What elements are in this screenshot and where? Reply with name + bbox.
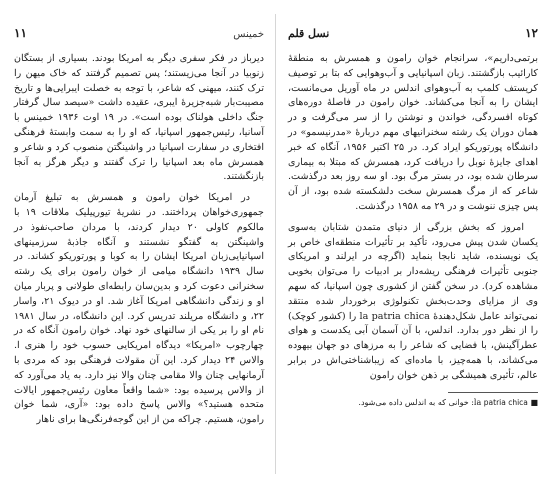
left-page-header — [14, 26, 264, 44]
footnote-divider — [448, 392, 538, 393]
body-paragraph: امروز که بخش بزرگی از دنیای متمدن شتابان به‌سوی یکسان شدن پیش می‌رود، تأکید بر تأثیرات منطقه‌ای خاص بر یک نویسنده، شاید نابجا بنماید (اگرچه در ایرلند و امریکای جنوبی تأثیرات فرهنگی ریشه‌دار بر ادبیات را می‌توان بخوبی مشاهده کرد). در سخن گفتن از کشوری چون اسپانیا، که سهم وی از مزایای وحدت‌بخش تکنولوژی برخوردار شده منتقد نمی‌تواند عامل شکل‌دهندهٔ la patria chica را (کشور کوچک) را از نظر دور بدارد. اندلس، با آن آسمان آبی یکدست و هوای عطرآگینش، با فضایی که شاعر را به مرزهای دو جهان بیهوده می‌کشاند، با همه‌چیز، با ماده‌ای که زیباشناختی‌اش در برابر عالم، تأثیری همیشگی بر ذهن خوان رامون — [288, 221, 538, 381]
running-head: خمینس — [233, 29, 264, 40]
footnote-marker: ■ — [530, 396, 538, 407]
running-head: نسل قلم — [288, 27, 330, 40]
body-paragraph: دیرباز در فکر سفری دیگر به امریکا بودند. بسیاری از بستگان زنوبیا در آنجا می‌زیستند؛ پس تصمیم گرفتند که خاک میهن را ترک کنند، میهنی که شاعر، با توجه به خصلت ایبرایی‌ها و تاریخ مصیبت‌بار شبه‌جزیرهٔ ایبری، عقیده داشت «سیصد سال گرفتار جنگ داخلی هولناک بوده است». در ۱۹ اوت ۱۹۳۶ خمینس با آسانیا، رئیس‌جمهور اسپانیا، که او را به سمت وابستهٔ فرهنگی افتخاری در سفارت اسپانیا در واشینگتن منصوب کرد و شاعر و همسرش ماه بعد اسپانیا را ترک گفتند و دیگر هرگز به آنجا بازنگشتند. — [14, 53, 264, 183]
page-number: ۱۱ — [14, 26, 27, 40]
footnote — [288, 397, 538, 408]
body-paragraph: در امریکا خوان رامون و همسرش به تبلیغ آرمان جمهوری‌خواهان پرداختند. در نشریهٔ تیورپیلیک ملاقات ۱۹ با مالکوم کاولی ۲۰ دیدار کردند، با مردان صاحب‌نفوذ در واشینگتن به گفتگو نشستند و آنگاه جاذبهٔ سرزمینهای اسپانیایی‌زبان امریکا ایشان را به کوبا و پورتوریکو کشاند. در سال ۱۹۳۹ دانشگاه میامی از خوان رامون برای یک رشته سخنرانی دعوت کرد و بدین‌سان رابطه‌ای طولانی و پربار میان او و زندگی دانشگاهی امریکا آغاز شد. او در دیوک ۲۱، واسار ۲۲، و دانشگاه مریلند تدریس کرد. این دانشگاه، در سال ۱۹۸۱ نام او را بر یکی از سالنهای خود نهاد. خوان رامون آنگاه که در چهارچوب «امریکا» دیدگاه امریکایی حسوب خود را هنری ا. والاس ۲۴ دیدار کرد. این آن مقولات فرهنگی بود که مردی با آرمانهایی چنان والا مقامی چنان والا نیز دارد. به یاد می‌آورد که از والاس پرسیده بود: «شما واقعاً معاون رئیس‌جمهور ایالات متحده هستید؟» والاس پاسخ داده بود: «آری، شما خوان رامون، هستیم. چراکه من از این گوجه‌فرنگی‌ها برای ناهار — [14, 192, 265, 426]
body-paragraph: برتمی‌داریم»، سرانجام خوان رامون و همسرش به منطقهٔ کارائیب بازگشتند. زبان اسپانیایی و آب‌وهوایی که بتا بر توصیف کریستف کلمب به آب‌وهوای اندلس در ماه آوریل می‌مانست، ایشان را به آنجا می‌کشاند. خوان رامون در فاصلهٔ دوره‌های کوتاه افسردگی، خواندن و نوشتن را از سر می‌گرفت و در همان دوران یک رشته سخنرانیهای مهم دربارهٔ «مدرنیسمو» در دانشگاه پورتوریکو ایراد کرد. در ۲۵ اکتبر ۱۹۵۶، آنگاه که خبر اهدای جایزهٔ نوبل را دریافت کرد، همسرش که مبتلا به بیماری سرطان شده بود، در بستر مرگ بود. او سه روز بعد درگذشت. شاعر که از مرگ همسرش سخت دلشکسته شده بود، از آن پس چیزی ننوشت و در ۲۹ مه ۱۹۵۸ درگذشت. — [288, 53, 538, 212]
right-page-header — [288, 26, 538, 44]
right-page — [276, 0, 552, 487]
page-number: ۱۲ — [525, 26, 538, 40]
footnote-latin-term: patria chica — [483, 397, 528, 407]
footnote-text: la: خوانی که به اندلس داده می‌شود. — [358, 397, 482, 407]
